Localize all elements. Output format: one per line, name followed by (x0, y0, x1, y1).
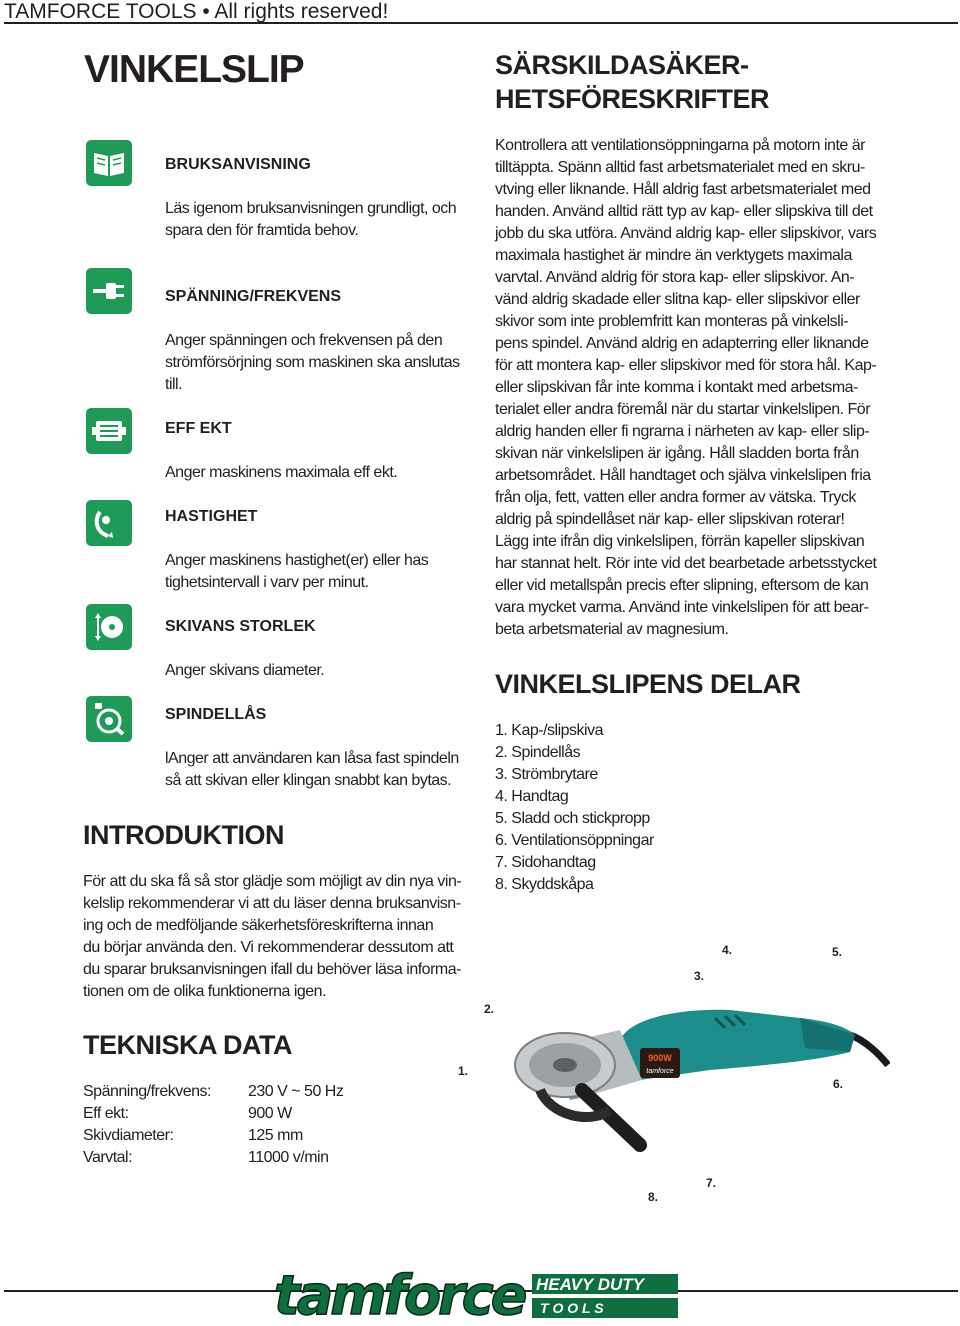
tech-row (83, 1149, 328, 1167)
tech-value: 900 W (248, 1105, 292, 1122)
safety-heading-line2: HETSFÖRESKRIFTER (495, 84, 770, 114)
logo-tools: T O O L S (540, 1300, 604, 1316)
tool-badge-power: 900W (648, 1053, 672, 1063)
angle-grinder-illustration (470, 930, 890, 1220)
callout-1: 1. (458, 1064, 469, 1078)
symbol-title-effekt: EFF EKT (165, 420, 232, 437)
safety-text: Kontrollera att ventilationsöppningarna på motorn inte är tilltäppta. Spänn alltid fast arbetsmaterialet med en skru- vtving eller liknande. Håll aldrig fast arbetsmaterialet med handen. Använd alltid rätt typ av kap- eller slipskiva till det jobb du ska utföra. Använd aldrig kap- eller slipskivor, vars maximala hastighet är mindre än verktygets maximala varvtal. Använd aldrig för stora kap- eller slipskivor. An- vänd aldrig skadade eller slitna kap- eller slipskivor eller skivor som inte problemfritt kan monteras på vinkelsli- pens spindel. Använd aldrig en adapterring eller liknande för att montera kap- eller slipskivor med för stora hål. Kap- eller slipskivan får inte komma i kontakt med arbetsma- terialet eller andra föremål när du startar vinkelslipen. För aldrig handen eller fi ngrarna i närheten av kap- eller slip- skivan när vinkelslipen är igång. Håll sladden borta från arbetsområdet. Håll handtaget och själva vinkelslipen fria från olja, fett, vatten eller andra former av vätska. Tryck aldrig på spindellåset när kap- eller slipskivan roterar! Lägg inte ifrån dig vinkelslipen, förrän kapeller slipskivan har stannat helt. Rör inte vid det bearbetade arbetsstycket eller vid metallspån precis efter slipning, eftersom de kan vara mycket varma. Använd inte vinkelslipen för att bear- beta arbetsmaterial av magnesium. (495, 137, 877, 638)
callout-7: 7. (706, 1176, 717, 1190)
tech-value: 11000 v/min (248, 1149, 329, 1166)
parts-heading: VINKELSLIPENS DELAR (495, 669, 801, 699)
symbol-text-hastighet: Anger maskinens hastighet(er) eller has tighetsintervall i varv per minut. (165, 552, 429, 591)
technical-heading: TEKNISKA DATA (83, 1030, 292, 1060)
parts-item: 8. Skyddskåpa (495, 876, 594, 893)
tech-row (83, 1127, 303, 1145)
parts-list (495, 720, 654, 896)
disc-size-icon (86, 604, 132, 650)
page-header: TAMFORCE TOOLS • All rights reserved! (4, 0, 389, 23)
symbol-text-spindellas: lAnger att användaren kan låsa fast spindeln så att skivan eller klingan snabbt kan bytas. (165, 750, 459, 789)
introduction-text: För att du ska få så stor glädje som möjligt av din nya vin- kelslip rekommenderar vi att du läser denna bruksanvisn- ing och de medföljande säkerhetsföreskrifterna innan du börjar använda den. Vi rekommenderar dessutom att du sparar bruksanvisningen ifall du behöver läsa informa- tionen om de olika funktionerna igen. (83, 873, 462, 1000)
callout-8: 8. (648, 1190, 659, 1204)
tech-label: Varvtal: (83, 1149, 133, 1166)
parts-item: 1. Kap-/slipskiva (495, 722, 603, 739)
symbol-text-effekt: Anger maskinens maximala eff ekt. (165, 464, 398, 481)
tech-value: 230 V ~ 50 Hz (248, 1083, 344, 1100)
tech-label: Spänning/frekvens: (83, 1083, 211, 1100)
parts-item: 3. Strömbrytare (495, 766, 598, 783)
speed-dial-icon (86, 500, 132, 546)
tech-label: Eff ekt: (83, 1105, 129, 1122)
introduction-heading: INTRODUKTION (83, 820, 284, 850)
parts-item: 4. Handtag (495, 788, 569, 805)
logo-tagline: HEAVY DUTY (536, 1275, 645, 1294)
callout-3: 3. (694, 969, 705, 983)
symbol-title-hastighet: HASTIGHET (165, 508, 258, 525)
parts-item: 6. Ventilationsöppningar (495, 832, 654, 849)
tool-badge-brand: tamforce (646, 1068, 674, 1075)
parts-item: 7. Sidohandtag (495, 854, 596, 871)
symbol-title-spanning: SPÄNNING/FREKVENS (165, 288, 342, 305)
logo-wordmark: tamforce (274, 1264, 525, 1324)
safety-heading-line1: SÄRSKILDASÄKER- (495, 50, 749, 80)
tech-row (83, 1105, 292, 1123)
symbol-title-skivans-storlek: SKIVANS STORLEK (165, 618, 316, 635)
manual-book-icon (86, 140, 132, 186)
symbol-text-skivans-storlek: Anger skivans diameter. (165, 662, 325, 679)
motor-icon (86, 408, 132, 454)
symbol-title-spindellas: SPINDELLÅS (165, 706, 267, 723)
callout-2: 2. (484, 1002, 495, 1016)
callout-5: 5. (832, 945, 843, 959)
parts-item: 2. Spindellås (495, 744, 581, 761)
callout-6: 6. (833, 1077, 844, 1091)
symbol-text-bruksanvisning: Läs igenom bruksanvisningen grundligt, och spara den för framtida behov. (165, 200, 457, 239)
parts-item: 5. Sladd och stickpropp (495, 810, 650, 827)
power-plug-icon (86, 268, 132, 314)
symbol-title-bruksanvisning: BRUKSANVISNING (165, 156, 311, 173)
tamforce-logo (270, 1262, 680, 1324)
callout-4: 4. (722, 943, 733, 957)
page-title: VINKELSLIP (84, 48, 304, 91)
tech-row (83, 1083, 343, 1101)
tech-label: Skivdiameter: (83, 1127, 174, 1144)
spindle-lock-icon (86, 696, 132, 742)
symbol-text-spanning: Anger spänningen och frekvensen på den strömförsörjning som maskinen ska anslutas till. (165, 332, 460, 393)
tech-value: 125 mm (248, 1127, 303, 1144)
header-divider (4, 22, 958, 24)
